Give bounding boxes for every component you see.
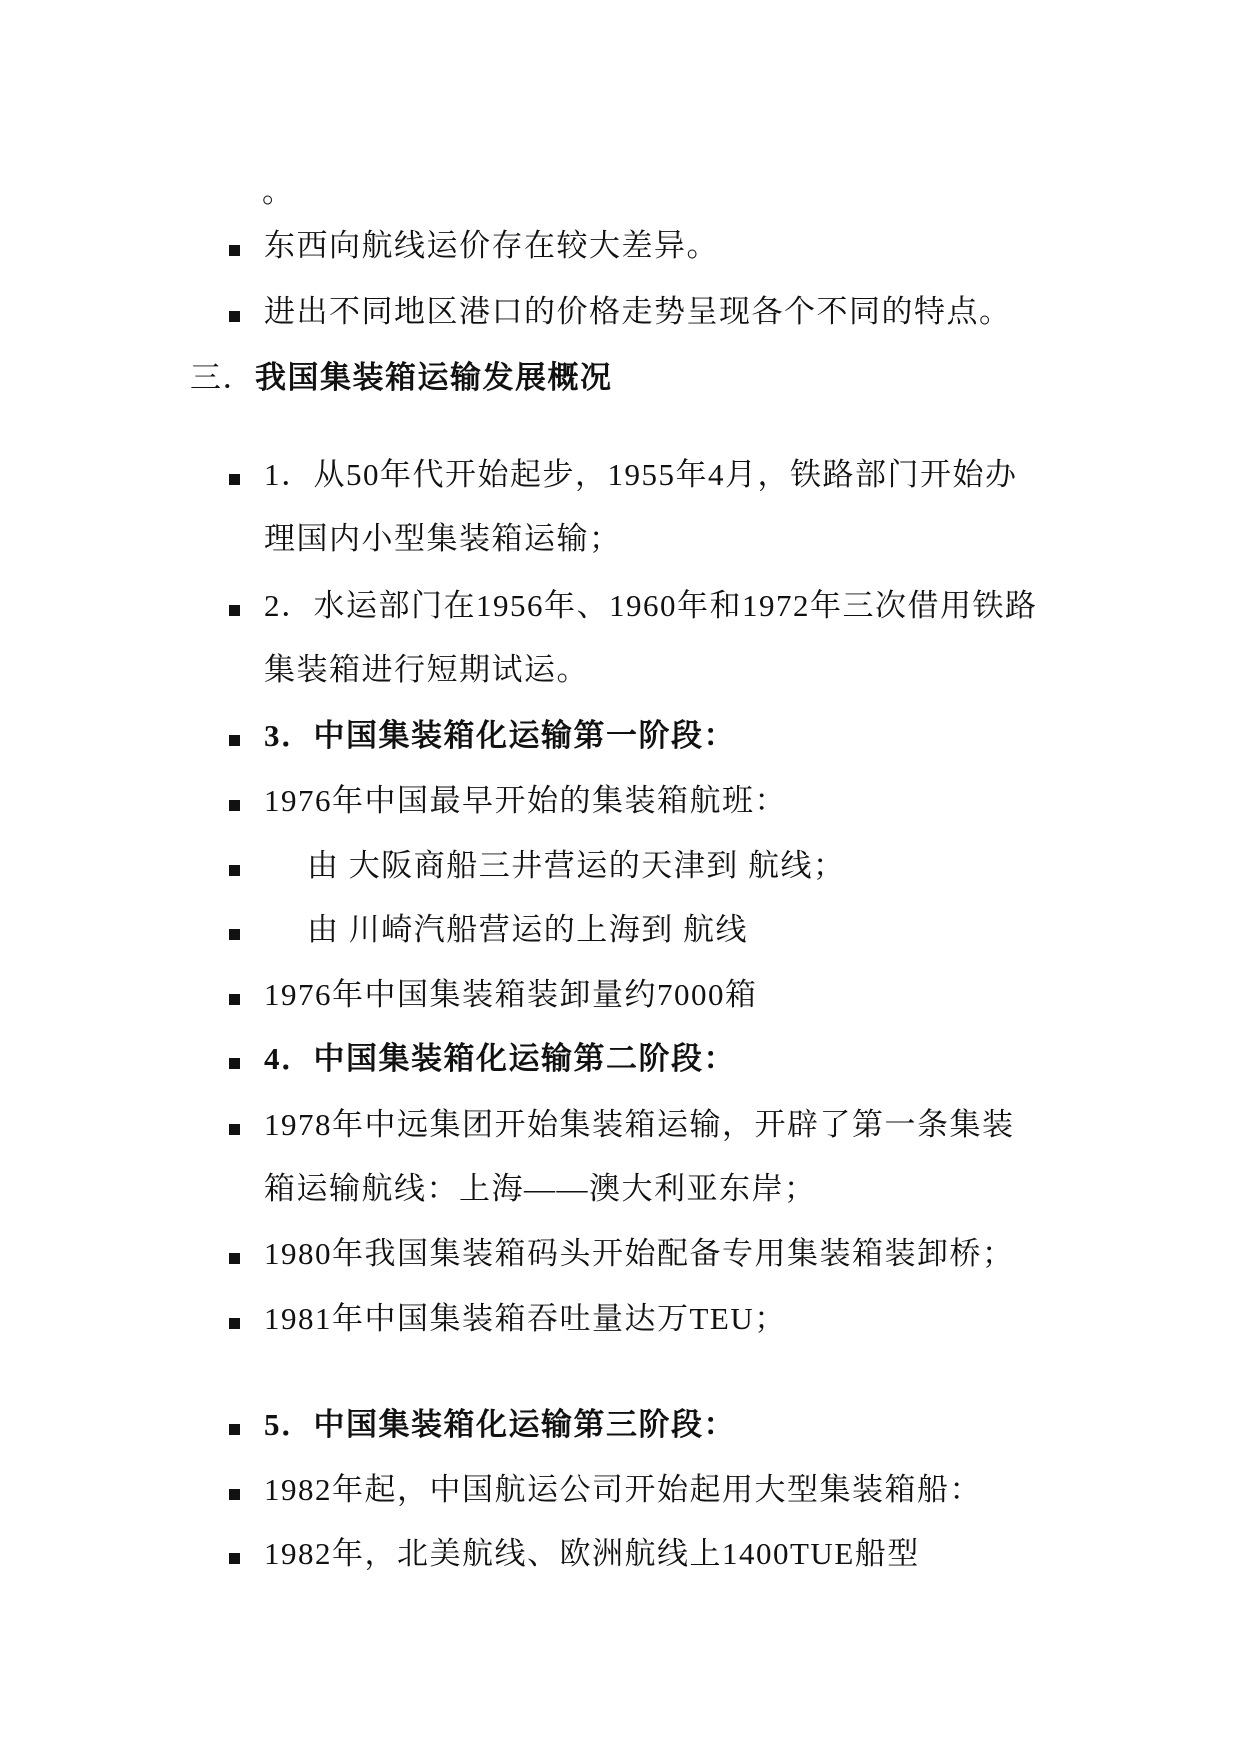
list-item-text: 1976年中国最早开始的集装箱航班： [264, 783, 787, 818]
square-bullet-icon [229, 1253, 240, 1264]
square-bullet-icon [229, 311, 240, 322]
list-item [0, 226, 1241, 266]
list-item-text: 3．中国集装箱化运输第一阶段： [264, 718, 736, 753]
square-bullet-icon [229, 735, 240, 746]
square-bullet-icon [229, 1124, 240, 1135]
list-item [0, 716, 1241, 756]
list-item-text: 东西向航线运价存在较大差异。 [264, 228, 719, 263]
square-bullet-icon [229, 1058, 240, 1069]
list-item [0, 781, 1241, 821]
list-item [0, 1299, 1241, 1339]
square-bullet-icon [229, 1424, 240, 1435]
list-item-text: 1982年，北美航线、欧洲航线上1400TUE船型 [264, 1536, 920, 1571]
list-item-text: 进出不同地区港口的价格走势呈现各个不同的特点。 [264, 294, 1012, 329]
list-item [0, 455, 1241, 495]
list-item-text: 由 川崎汽船营运的上海到 航线 [307, 912, 748, 947]
list-item-continuation [0, 650, 1241, 690]
square-bullet-icon [229, 929, 240, 940]
orphan-punctuation: 。 [262, 174, 293, 209]
list-item [0, 910, 1241, 950]
section-heading [190, 358, 613, 398]
square-bullet-icon [229, 1318, 240, 1329]
square-bullet-icon [229, 994, 240, 1005]
square-bullet-icon [229, 800, 240, 811]
square-bullet-icon [229, 1553, 240, 1564]
list-item [0, 1039, 1241, 1079]
list-item-text: 5．中国集装箱化运输第三阶段： [264, 1407, 736, 1442]
list-item-text: 1978年中远集团开始集装箱运输，开辟了第一条集装 [264, 1107, 1015, 1142]
list-item [0, 292, 1241, 332]
list-item-text: 1982年起，中国航运公司开始起用大型集装箱船： [264, 1472, 982, 1507]
list-item-text: 1．从50年代开始起步，1955年4月，铁路部门开始办 [264, 457, 1018, 492]
section-number: 三． [190, 360, 255, 395]
list-item [0, 1534, 1241, 1574]
list-item [0, 1405, 1241, 1445]
list-item [0, 1234, 1241, 1274]
square-bullet-icon [229, 1489, 240, 1500]
list-item [0, 1470, 1241, 1510]
list-item-text: 理国内小型集装箱运输； [264, 521, 622, 556]
list-item-text: 1981年中国集装箱吞吐量达万TEU； [264, 1301, 787, 1336]
list-item-text: 4．中国集装箱化运输第二阶段： [264, 1041, 736, 1076]
list-item-continuation [0, 519, 1241, 559]
list-item-text: 集装箱进行短期试运。 [264, 652, 589, 687]
square-bullet-icon [229, 605, 240, 616]
square-bullet-icon [229, 865, 240, 876]
list-item-text: 1980年我国集装箱码头开始配备专用集装箱装卸桥； [264, 1236, 1015, 1271]
list-item [0, 1105, 1241, 1145]
square-bullet-icon [229, 245, 240, 256]
list-item [0, 586, 1241, 626]
square-bullet-icon [229, 474, 240, 485]
list-item-text: 箱运输航线：上海——澳大利亚东岸； [264, 1171, 817, 1206]
list-item-text: 2．水运部门在1956年、1960年和1972年三次借用铁路 [264, 588, 1038, 623]
list-item [0, 975, 1241, 1015]
list-item-continuation [0, 1169, 1241, 1209]
section-title: 我国集装箱运输发展概况 [255, 360, 613, 395]
list-item-text: 1976年中国集装箱装卸量约7000箱 [264, 977, 758, 1012]
list-item-text: 由 大阪商船三井营运的天津到 航线； [307, 848, 846, 883]
list-item [0, 846, 1241, 886]
